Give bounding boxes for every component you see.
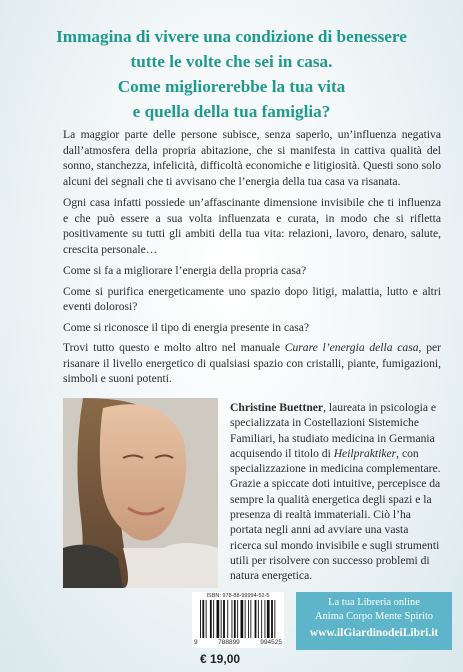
summary-text-start: Trovi tutto questo e molto altro nel manuale bbox=[63, 341, 285, 354]
summary-paragraph bbox=[63, 340, 441, 387]
book-title: Curare l’energia della casa bbox=[284, 341, 419, 354]
barcode-bar bbox=[206, 600, 207, 638]
headline-line-2: tutte le volte che sei in casa. bbox=[130, 52, 333, 71]
question-3: Come si riconosce il tipo di energia presente in casa? bbox=[63, 320, 310, 334]
barcode-bars bbox=[192, 600, 284, 638]
headline bbox=[20, 24, 443, 124]
invisible-dimension-paragraph: Ogni casa infatti possiede un’affascinante dimensione invisibile che ti influenza e che può essere a sua volta influenzata e curata, in modo che si rifletta positivamente su tutti gli ambiti della tua vita: relazioni, lavoro, denaro, salute, crescita personale… bbox=[63, 196, 441, 256]
barcode-digits-left: 788899 bbox=[218, 639, 240, 646]
barcode-bar bbox=[234, 600, 236, 638]
price: € 19,00 bbox=[200, 652, 241, 666]
barcode-bar bbox=[274, 600, 275, 638]
barcode-bar bbox=[223, 600, 225, 638]
barcode-bar bbox=[241, 600, 244, 638]
barcode-bar bbox=[217, 600, 220, 638]
author-bio bbox=[230, 400, 442, 584]
barcode-bar bbox=[267, 600, 270, 638]
barcode-bar bbox=[210, 600, 212, 638]
shop-url[interactable]: www.ilGiardinodeiLibri.it bbox=[309, 627, 439, 639]
intro-paragraph: La maggior parte delle persone subisce, senza saperlo, un’influenza negativa dall’atmosfera della propria abitazione, che si manifesta in cattiva qualità del sonno, stanchezza, infelicità, difficoltà economiche e litigiosità. Questi sono solo alcuni dei segnali che ti avvisano che l’energia della tua casa va risanata. bbox=[63, 128, 441, 188]
barcode-bar bbox=[258, 600, 259, 638]
barcode-bar bbox=[237, 600, 238, 638]
author-name: Christine Buettner bbox=[230, 401, 324, 414]
barcode-digit-lead: 9 bbox=[194, 639, 198, 646]
barcode-bar bbox=[202, 600, 204, 638]
barcode-bar bbox=[271, 600, 273, 638]
headline-line-1: Immagina di vivere una condizione di benessere bbox=[56, 27, 407, 46]
barcode-bar bbox=[213, 600, 214, 638]
shop-line-2: Anima Corpo Mente Spirito bbox=[314, 610, 434, 622]
barcode-digits-right: 994525 bbox=[260, 639, 282, 646]
question-1: Come si fa a migliorare l’energia della propria casa? bbox=[63, 264, 307, 277]
barcode bbox=[192, 592, 284, 648]
description bbox=[63, 127, 441, 393]
barcode-digits bbox=[194, 639, 282, 646]
headline-line-3: Come migliorerebbe la tua vita bbox=[117, 77, 346, 96]
isbn-label: ISBN: 978-88-99994-52-5 bbox=[206, 593, 270, 599]
author-photo bbox=[63, 398, 218, 588]
barcode-bar bbox=[255, 600, 257, 638]
barcode-bar bbox=[227, 600, 228, 638]
bio-text-2: , con specializzazione in medicina complementare. Grazie a spiccate doti intuitive, percepisce da sempre la qualità energetica degli spazi e la presenza di realtà immateriali. Ciò l’ha portata negli anni ad avviare una vasta ricerca sul mondo invisibile e sugli strumenti utili per risolvere con successo problemi di natura energetica. bbox=[230, 446, 441, 583]
barcode-bar bbox=[232, 600, 233, 638]
barcode-bar bbox=[261, 600, 262, 638]
barcode-bar bbox=[250, 600, 251, 638]
barcode-bar bbox=[221, 600, 222, 638]
barcode-bar bbox=[200, 600, 201, 638]
summary-text-end: , per risanare il livello energetico di qualsiasi spazio con cristalli, piante, fumigazioni, simboli e suoni potenti. bbox=[63, 341, 441, 385]
author-portrait-image bbox=[63, 398, 218, 588]
barcode-bar bbox=[248, 600, 249, 638]
bio-term: Heilpraktiker bbox=[333, 446, 397, 460]
barcode-bar bbox=[245, 600, 246, 638]
bio-text-1: , laureata in psicologia e specializzata in Costellazioni Sistemiche Familiari, ha studiato medicina in Germania acquisendo il titolo di bbox=[230, 401, 437, 460]
shop-line-1: La tua Libreria online bbox=[328, 597, 420, 608]
barcode-bar bbox=[265, 600, 266, 638]
headline-line-4: e quella della tua famiglia? bbox=[132, 102, 331, 121]
shop-banner bbox=[296, 592, 452, 650]
question-2: Come si purifica energeticamente uno spazio dopo litigi, malattia, lutto e altri eventi dolorosi? bbox=[63, 284, 441, 313]
